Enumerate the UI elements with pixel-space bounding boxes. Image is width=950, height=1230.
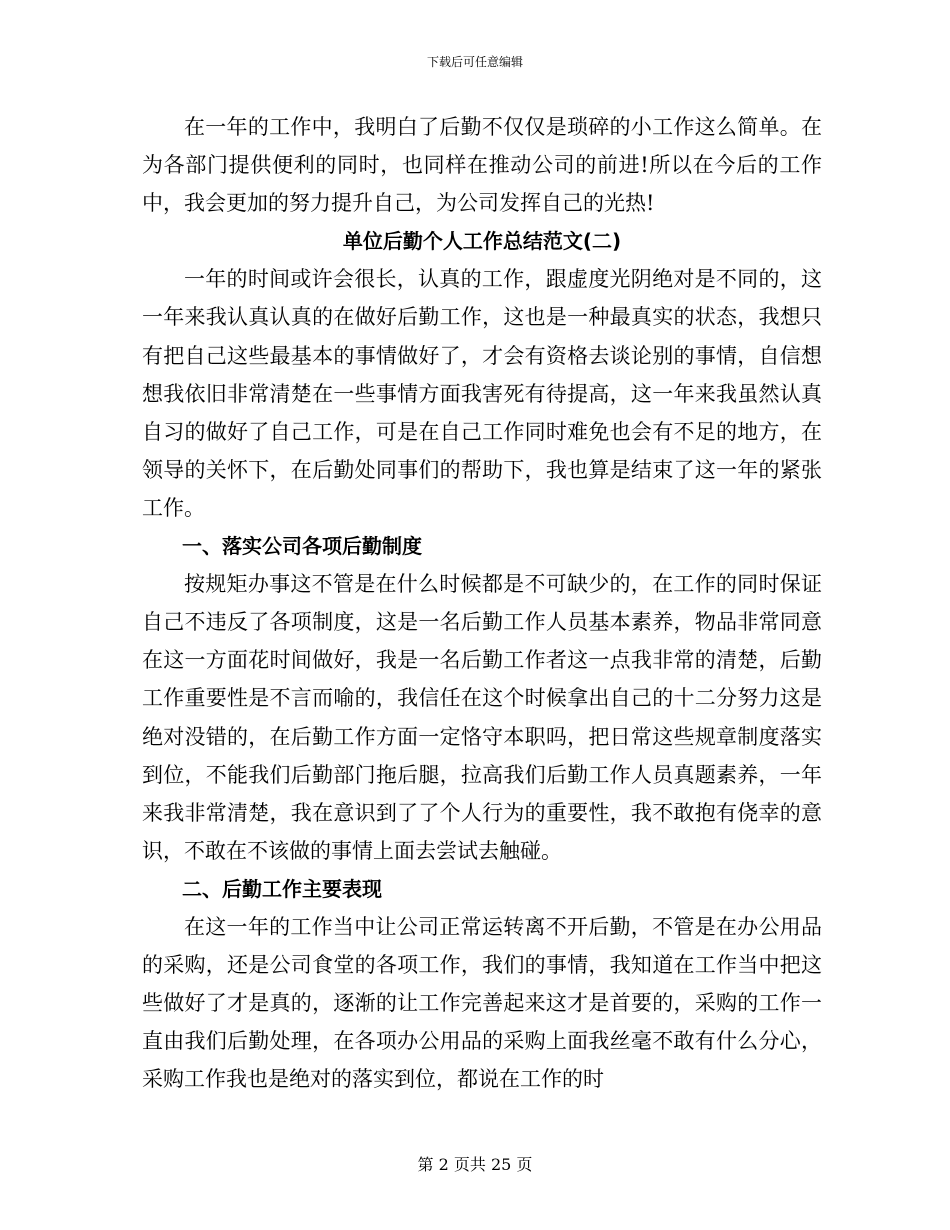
- paragraph-3: 在这一年的工作当中让公司正常运转离不开后勤，不管是在办公用品的采购，还是公司食堂的各项工作，我们的事情，我知道在工作当中把这些做好了才是真的，逐渐的让工作完善起来这才是首要的，采购的工作一直由我们后勤处理，在各项办公用品的采购上面我丝毫不敢有什么分心，采购工作我也是绝对的落实到位，都说在工作的时: [142, 914, 822, 1092]
- section-heading-1: 一、落实公司各项后勤制度: [182, 534, 422, 559]
- intro-paragraph: 在一年的工作中，我明白了后勤不仅仅是琐碎的小工作这么简单。在为各部门提供便利的同时，也同样在推动公司的前进!所以在今后的工作中，我会更加的努力提升自己，为公司发挥自己的光热!: [142, 115, 822, 216]
- section-heading-2: 二、后勤工作主要表现: [182, 876, 382, 901]
- paragraph-1: 一年的时间或许会很长，认真的工作，跟虚度光阴绝对是不同的，这一年来我认真认真的在做好后勤工作，这也是一种最真实的状态，我想只有把自己这些最基本的事情做好了，才会有资格去谈论别的事情，自信想想我依旧非常清楚在一些事情方面我害死有待提高，这一年来我虽然认真自习的做好了自己工作，可是在自己工作同时难免也会有不足的地方，在领导的关怀下，在后勤处同事们的帮助下，我也算是结束了这一年的紧张工作。: [142, 267, 822, 520]
- page-footer: 第 2 页共 25 页: [417, 1155, 533, 1174]
- document-body: [142, 108, 822, 1098]
- document-title: 单位后勤个人工作总结范文(二): [342, 229, 622, 254]
- paragraph-2: 按规矩办事这不管是在什么时候都是不可缺少的，在工作的同时保证自己不违反了各项制度，这是一名后勤工作人员基本素养，物品非常同意在这一方面花时间做好，我是一名后勤工作者这一点我非常的清楚，后勤工作重要性是不言而喻的，我信任在这个时候拿出自己的十二分努力这是绝对没错的，在后勤工作方面一定恪守本职吗，把日常这些规章制度落实到位，不能我们后勤部门拖后腿，拉高我们后勤工作人员真题素养，一年来我非常清楚，我在意识到了了个人行为的重要性，我不敢抱有侥幸的意识，不敢在不该做的事情上面去尝试去触碰。: [142, 572, 822, 863]
- page-header: 下载后可任意编辑: [426, 55, 523, 69]
